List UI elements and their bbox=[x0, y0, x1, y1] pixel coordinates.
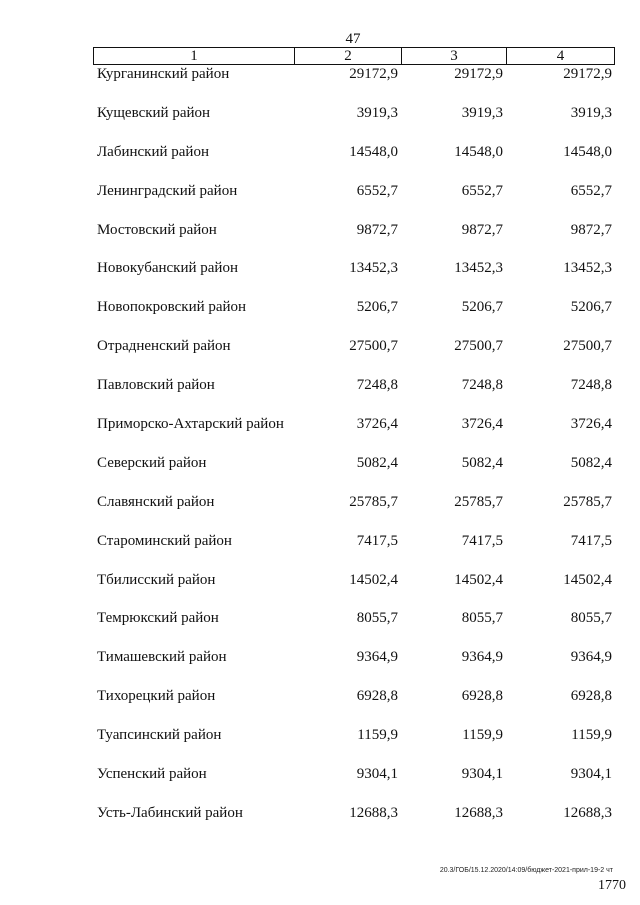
value-col-4: 1159,9 bbox=[571, 727, 612, 744]
column-header-4: 4 bbox=[556, 48, 565, 64]
district-name: Отрадненский район bbox=[97, 338, 231, 355]
table-row bbox=[0, 531, 640, 570]
table-row bbox=[0, 453, 640, 492]
district-name: Новокубанский район bbox=[97, 260, 238, 277]
value-col-4: 7417,5 bbox=[570, 532, 612, 549]
table-row bbox=[0, 725, 640, 764]
table-row bbox=[0, 608, 640, 647]
district-name: Ленинградский район bbox=[97, 182, 238, 199]
district-name: Павловский район bbox=[97, 377, 215, 394]
district-name: Славянский район bbox=[97, 493, 215, 510]
district-name: Кущевский район bbox=[97, 104, 211, 121]
value-col-3: 27500,7 bbox=[454, 338, 503, 355]
district-name: Туапсинский район bbox=[97, 727, 222, 744]
value-col-4: 9872,7 bbox=[570, 221, 612, 238]
table-row bbox=[0, 570, 640, 609]
value-col-4: 25785,7 bbox=[563, 493, 612, 510]
district-name: Тихорецкий район bbox=[97, 688, 216, 705]
value-col-2: 25785,7 bbox=[349, 493, 398, 510]
value-col-3: 29172,9 bbox=[454, 66, 503, 82]
value-col-2: 27500,7 bbox=[349, 338, 398, 355]
value-col-2: 6552,7 bbox=[356, 182, 398, 199]
value-col-2: 5206,7 bbox=[356, 299, 398, 316]
value-col-3: 6552,7 bbox=[461, 182, 503, 199]
value-col-4: 9304,1 bbox=[570, 766, 612, 783]
table-body bbox=[0, 64, 640, 842]
value-col-2: 12688,3 bbox=[349, 804, 398, 821]
value-col-3: 9304,1 bbox=[461, 766, 503, 783]
value-col-4: 3919,3 bbox=[570, 104, 612, 121]
value-col-2: 7248,8 bbox=[356, 377, 398, 394]
value-col-4: 3726,4 bbox=[570, 416, 612, 433]
value-col-2: 14548,0 bbox=[349, 143, 398, 160]
value-col-2: 9364,9 bbox=[356, 649, 398, 666]
page-number: 47 bbox=[345, 31, 361, 47]
table-row bbox=[0, 375, 640, 414]
sheet-number: 1770 bbox=[598, 878, 626, 893]
value-col-2: 29172,9 bbox=[349, 66, 398, 82]
table-row bbox=[0, 220, 640, 259]
value-col-2: 6928,8 bbox=[356, 688, 398, 705]
district-name: Новопокровский район bbox=[97, 299, 247, 316]
value-col-4: 12688,3 bbox=[563, 804, 612, 821]
district-name: Староминский район bbox=[97, 532, 232, 549]
value-col-3: 9872,7 bbox=[461, 221, 503, 238]
value-col-2: 8055,7 bbox=[356, 610, 398, 627]
table-row bbox=[0, 686, 640, 725]
value-col-3: 3919,3 bbox=[461, 104, 503, 121]
district-name: Тбилисский район bbox=[97, 571, 216, 588]
district-name: Курганинский район bbox=[97, 66, 230, 82]
value-col-3: 14548,0 bbox=[454, 143, 503, 160]
district-name: Лабинский район bbox=[97, 143, 209, 160]
value-col-2: 1159,9 bbox=[357, 727, 398, 744]
table-row bbox=[0, 764, 640, 803]
value-col-4: 27500,7 bbox=[563, 338, 612, 355]
table-row bbox=[0, 297, 640, 336]
district-name: Усть-Лабинский район bbox=[97, 804, 243, 821]
district-name: Мостовский район bbox=[97, 221, 217, 238]
value-col-4: 5206,7 bbox=[570, 299, 612, 316]
value-col-2: 5082,4 bbox=[356, 454, 398, 471]
value-col-2: 13452,3 bbox=[349, 260, 398, 277]
district-name: Тимашевский район bbox=[97, 649, 227, 666]
value-col-3: 13452,3 bbox=[454, 260, 503, 277]
district-name: Темрюкский район bbox=[97, 610, 219, 627]
value-col-3: 5082,4 bbox=[461, 454, 503, 471]
value-col-4: 5082,4 bbox=[570, 454, 612, 471]
value-col-2: 9304,1 bbox=[356, 766, 398, 783]
value-col-3: 1159,9 bbox=[462, 727, 503, 744]
table-row bbox=[0, 336, 640, 375]
table-header bbox=[93, 47, 615, 65]
value-col-3: 7248,8 bbox=[461, 377, 503, 394]
value-col-2: 14502,4 bbox=[349, 571, 398, 588]
value-col-2: 7417,5 bbox=[356, 532, 398, 549]
district-name: Северский район bbox=[97, 454, 207, 471]
table-row bbox=[0, 142, 640, 181]
value-col-2: 3726,4 bbox=[356, 416, 398, 433]
column-header-1: 1 bbox=[94, 48, 295, 64]
document-stamp: 20.3/ГОБ/15.12.2020/14:09/бюджет-2021-прил-19-2 чт bbox=[439, 867, 613, 874]
value-col-2: 9872,7 bbox=[356, 221, 398, 238]
value-col-3: 12688,3 bbox=[454, 804, 503, 821]
value-col-4: 6552,7 bbox=[570, 182, 612, 199]
value-col-3: 8055,7 bbox=[461, 610, 503, 627]
table-row bbox=[0, 181, 640, 220]
column-header-3: 3 bbox=[402, 48, 507, 64]
value-col-3: 6928,8 bbox=[461, 688, 503, 705]
value-col-4: 6928,8 bbox=[570, 688, 612, 705]
column-header-2: 2 bbox=[295, 48, 402, 64]
value-col-3: 7417,5 bbox=[461, 532, 503, 549]
value-col-3: 3726,4 bbox=[461, 416, 503, 433]
district-name: Приморско-Ахтарский район bbox=[97, 416, 284, 433]
table-row bbox=[0, 414, 640, 453]
value-col-4: 13452,3 bbox=[563, 260, 612, 277]
value-col-4: 29172,9 bbox=[563, 66, 612, 82]
table-row bbox=[0, 64, 640, 103]
value-col-4: 14548,0 bbox=[563, 143, 612, 160]
value-col-3: 5206,7 bbox=[461, 299, 503, 316]
value-col-4: 9364,9 bbox=[570, 649, 612, 666]
value-col-3: 9364,9 bbox=[461, 649, 503, 666]
value-col-4: 7248,8 bbox=[570, 377, 612, 394]
value-col-3: 14502,4 bbox=[454, 571, 503, 588]
value-col-4: 14502,4 bbox=[563, 571, 612, 588]
value-col-4: 8055,7 bbox=[570, 610, 612, 627]
table-row bbox=[0, 103, 640, 142]
value-col-2: 3919,3 bbox=[356, 104, 398, 121]
table-row bbox=[0, 803, 640, 842]
value-col-3: 25785,7 bbox=[454, 493, 503, 510]
table-row bbox=[0, 258, 640, 297]
table-row bbox=[0, 647, 640, 686]
district-name: Успенский район bbox=[97, 766, 207, 783]
table-row bbox=[0, 492, 640, 531]
